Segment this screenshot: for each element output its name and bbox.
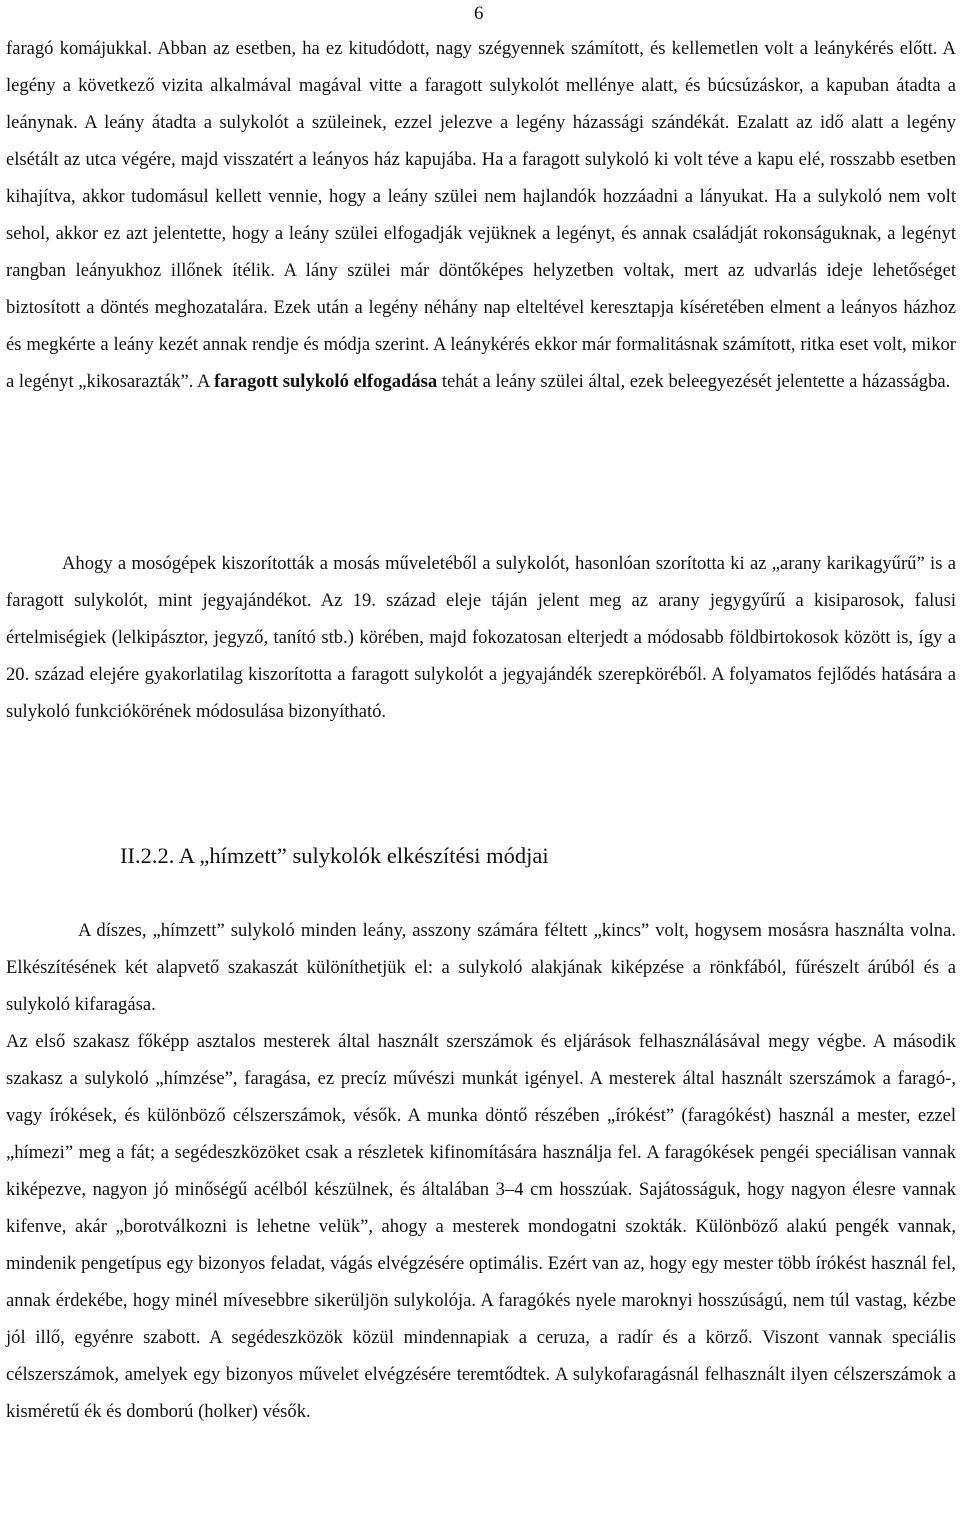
document-page [6, 0, 956, 1532]
section-heading: II.2.2. A „hímzett” sulykolók elkészítési módjai [120, 843, 549, 868]
paragraph-text: tehát a leány szülei által, ezek beleegyezését jelentette a házasságba. [437, 371, 951, 392]
bold-phrase: faragott sulykoló elfogadása [214, 371, 438, 392]
paragraph-text: faragó komájukkal. Abban az esetben, ha ez kitudódott, nagy szégyennek számított, és kellemetlen volt a leánykérés előtt. A legény a következő vizita alkalmával magával vitte a faragott sulykolót mellénye alatt, és búcsúzáskor, a kapuban átadta a leánynak. A leány átadta a sulykolót a szüleinek, ezzel jelezve a legény házassági szándékát. Ezalatt az idő alatt a legény elsétált az utca végére, majd visszatért a leányos ház kapujába. Ha a faragott sulykoló ki volt téve a kapu elé, rosszabb esetben kihajítva, akkor tudomásul kellett vennie, hogy a leány szülei nem hajlandók hozzáadni a lányukat. Ha a sulykoló nem volt sehol, akkor ez azt jelentette, hogy a leány szülei elfogadják vejüknek a legényt, és annak családját rokonságuknak, a legényt rangban leányukhoz illőnek ítélik. A lány szülei már döntőképes helyzetben voltak, mert az udvarlás ideje lehetőséget biztosított a döntés meghozatalára. Ezek után a legény néhány nap elteltével keresztapja kíséretében elment a leányos házhoz és megkérte a leány kezét annak rendje és módja szerint. A leánykérés ekkor már formalitásnak számított, ritka eset volt, mikor a legényt „kikosarazták”. A [6, 38, 956, 392]
paragraph-leanykeres [6, 30, 956, 400]
paragraph-diszes-sulykolo: A díszes, „hímzett” sulykoló minden leány, asszony számára féltett „kincs” volt, hogysem mosásra használta volna. Elkészítésének két alapvető szakaszát különíthetjük el: a sulykoló alakjának kiképzése a rönkfából, fűrészelt árúból és a sulykoló kifaragása. [6, 920, 956, 1015]
paragraph-szerszamok: Az első szakasz főképp asztalos mesterek által használt szerszámok és eljárások felhasználásával megy végbe. A második szakasz a sulykoló „hímzése”, faragása, ez precíz művészi munkát igényel. A mesterek által használt szerszámok a faragó-, vagy írókések, és különböző célszerszámok, vésők. A munka döntő részében „írókést” (faragókést) használ a mester, ezzel „hímezi” meg a fát; a segédeszközöket csak a részletek kifinomítására használja fel. A faragókések pengéi speciálisan vannak kiképezve, nagyon jó minőségű acélból készülnek, és általában 3–4 cm hosszúak. Sajátosságuk, hogy nagyon élesre vannak kifenve, akár „borotválkozni is lehetne velük”, ahogy a mesterek mondogatni szokták. Különböző alakú pengék vannak, mindenik pengetípus egy bizonyos feladat, vágás elvégzésére optimális. Ezért van az, hogy egy mester több írókést használ fel, annak érdekébe, hogy minél mívesebbre sikerüljön sulykolója. A faragókés nyele maroknyi hosszúságú, nem túl vastag, kézbe jól illő, egyénre szabott. A segédeszközök közül mindennapiak a ceruza, a radír és a körző. Viszont vannak speciális célszerszámok, amelyek egy bizonyos művelet elvégzésére teremtődtek. A sulykofaragásnál felhasznált ilyen célszerszámok a kisméretű ék és domború (holker) vésők. [6, 1031, 956, 1422]
page-number: 6 [474, 3, 484, 24]
paragraph-jegygyuru: Ahogy a mosógépek kiszorították a mosás műveletéből a sulykolót, hasonlóan szorította ki az „arany karikagyűrű” is a faragott sulykolót, mint jegyajándékot. Az 19. század eleje táján jelent meg az arany jegygyűrű a kisiparosok, falusi értelmiségiek (lelkipásztor, jegyző, tanító stb.) körében, majd fokozatosan elterjedt a módosabb földbirtokosok között is, így a 20. század elejére gyakorlatilag kiszorította a faragott sulykolót a jegyajándék szerepköréből. A folyamatos fejlődés hatására a sulykoló funkciókörének módosulása bizonyítható. [6, 553, 956, 722]
